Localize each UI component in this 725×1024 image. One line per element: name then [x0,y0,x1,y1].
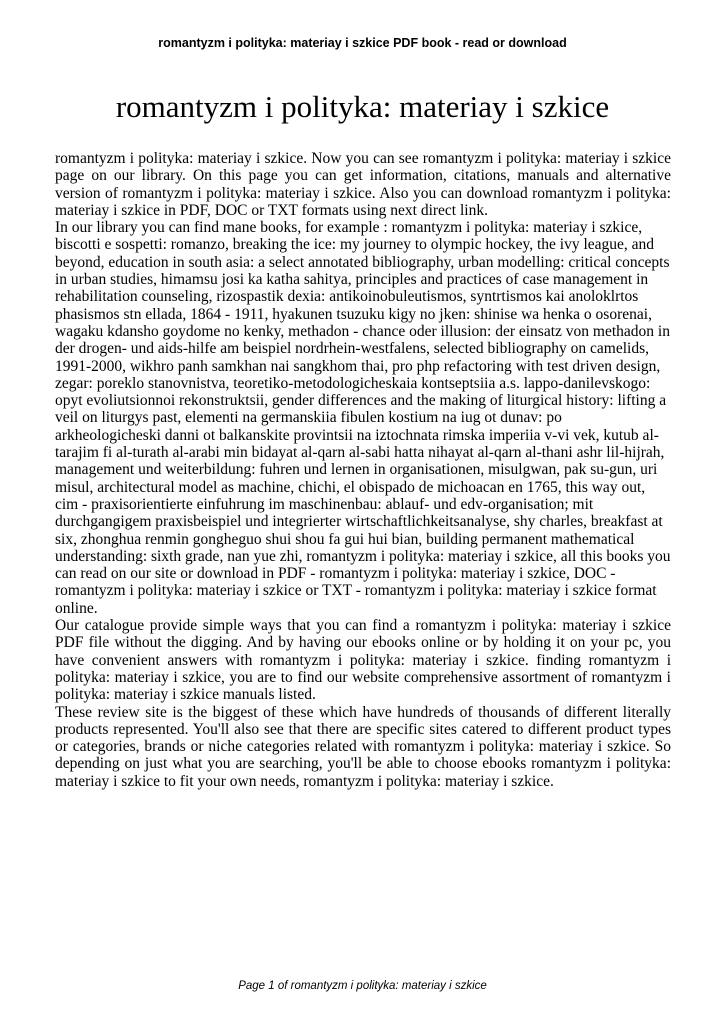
page-title: romantyzm i polityka: materiay i szkice [115,88,610,124]
paragraph-book-list: In our library you can find mane books, for example : romantyzm i polityka: materiay i szkice, biscotti e sospetti: romanzo, breaking the ice: my journey to olympic hockey, the ivy league, and beyond, education in south asia: a select annotated bibliography, urban modelling: critical concepts in urban studies, himamsu josi ka katha sahitya, principles and practices of case management in rehabilitation counseling, rizospastik dexia: antikoinobuleutismos, syntrtismos kai anoloklrtos phasismos stn ellada, 1864 - 1911, hyakunen tsuzuku kigy no jken: shinise wa henka o osorenai, wagaku kdansho goydome no kenky, methadon - chance oder illusion: der einsatz von methadon in der drogen- und aids-hilfe am beispiel nordrhein-westfalens, selected bibliography on camelids, 1991-2000, wikhro panh samkhan nai sangkhom thai, pro php refactoring with test driven design, zegar: poreklo stanovnistva, teoretiko-metodologicheskaia kontseptsiia a.s. lappo-danilevskogo: opyt evoliutsionnoi rekonstruktsii, gender differences and the making of liturgical history: lifting a veil on liturgys past, elementi na germanskiia fibulen kostium na iug ot dunav: po arkheologicheski danni ot balkanskite provintsii na iztochnata rimska imperiia v-vi vek, kutub al-tarajim fi al-turath al-arabi min bidayat al-qarn al-sabi hatta nihayat al-qarn al-thani ashr lil-hijrah, management und weiterbildung: fuhren und lernen in organisationen, misulgwan, pak su-gun, uri misul, architectural model as machine, chichi, el obispado de michoacan en 1765, this way out, cim - praxisorientierte einfuhrung im maschinenbau: ablauf- und edv-organisation; mit durchgangigem praxisbeispiel und integrierter wirtschaftlichkeitsanalyse, shy charles, breakfast at six, zhonghua renmin gongheguo shui shou fa gui hui bian, building permanent mathematical understanding: sixth grade, nan yue zhi, romantyzm i polityka: materiay i szkice, all this books you can read on our site or download in PDF - romantyzm i polityka: materiay i szkice, DOC - romantyzm i polityka: materiay i szkice or TXT - romantyzm i polityka: materiay i szkice format online. [55,219,671,617]
paragraph-review-sites: These review site is the biggest of these which have hundreds of thousands of different literally products represented. You'll also see that there are specific sites catered to different product types or categories, brands or niche categories related with romantyzm i polityka: materiay i szkice. So depending on just what you are searching, you'll be able to choose ebooks romantyzm i polityka: materiay i szkice to fit your own needs, romantyzm i polityka: materiay i szkice. [55,703,671,790]
paragraph-catalogue: Our catalogue provide simple ways that you can find a romantyzm i polityka: materiay i szkice PDF file without the digging. And by having our ebooks online or by holding it on your pc, you have convenient answers with romantyzm i polityka: materiay i szkice. finding romantyzm i polityka: materiay i szkice, you are to find our website comprehensive assortment of romantyzm i polityka: materiay i szkice manuals listed. [55,617,671,704]
paragraph-intro: romantyzm i polityka: materiay i szkice. Now you can see romantyzm i polityka: materiay i szkice page on our library. On this page you can get information, citations, manuals and alternative version of romantyzm i polityka: materiay i szkice. Also you can download romantyzm i polityka: materiay i szkice in PDF, DOC or TXT formats using next direct link. [55,150,671,219]
page-footer: Page 1 of romantyzm i polityka: materiay i szkice [238,980,487,992]
document-body [55,150,671,790]
document-header: romantyzm i polityka: materiay i szkice PDF book - read or download [158,36,567,50]
